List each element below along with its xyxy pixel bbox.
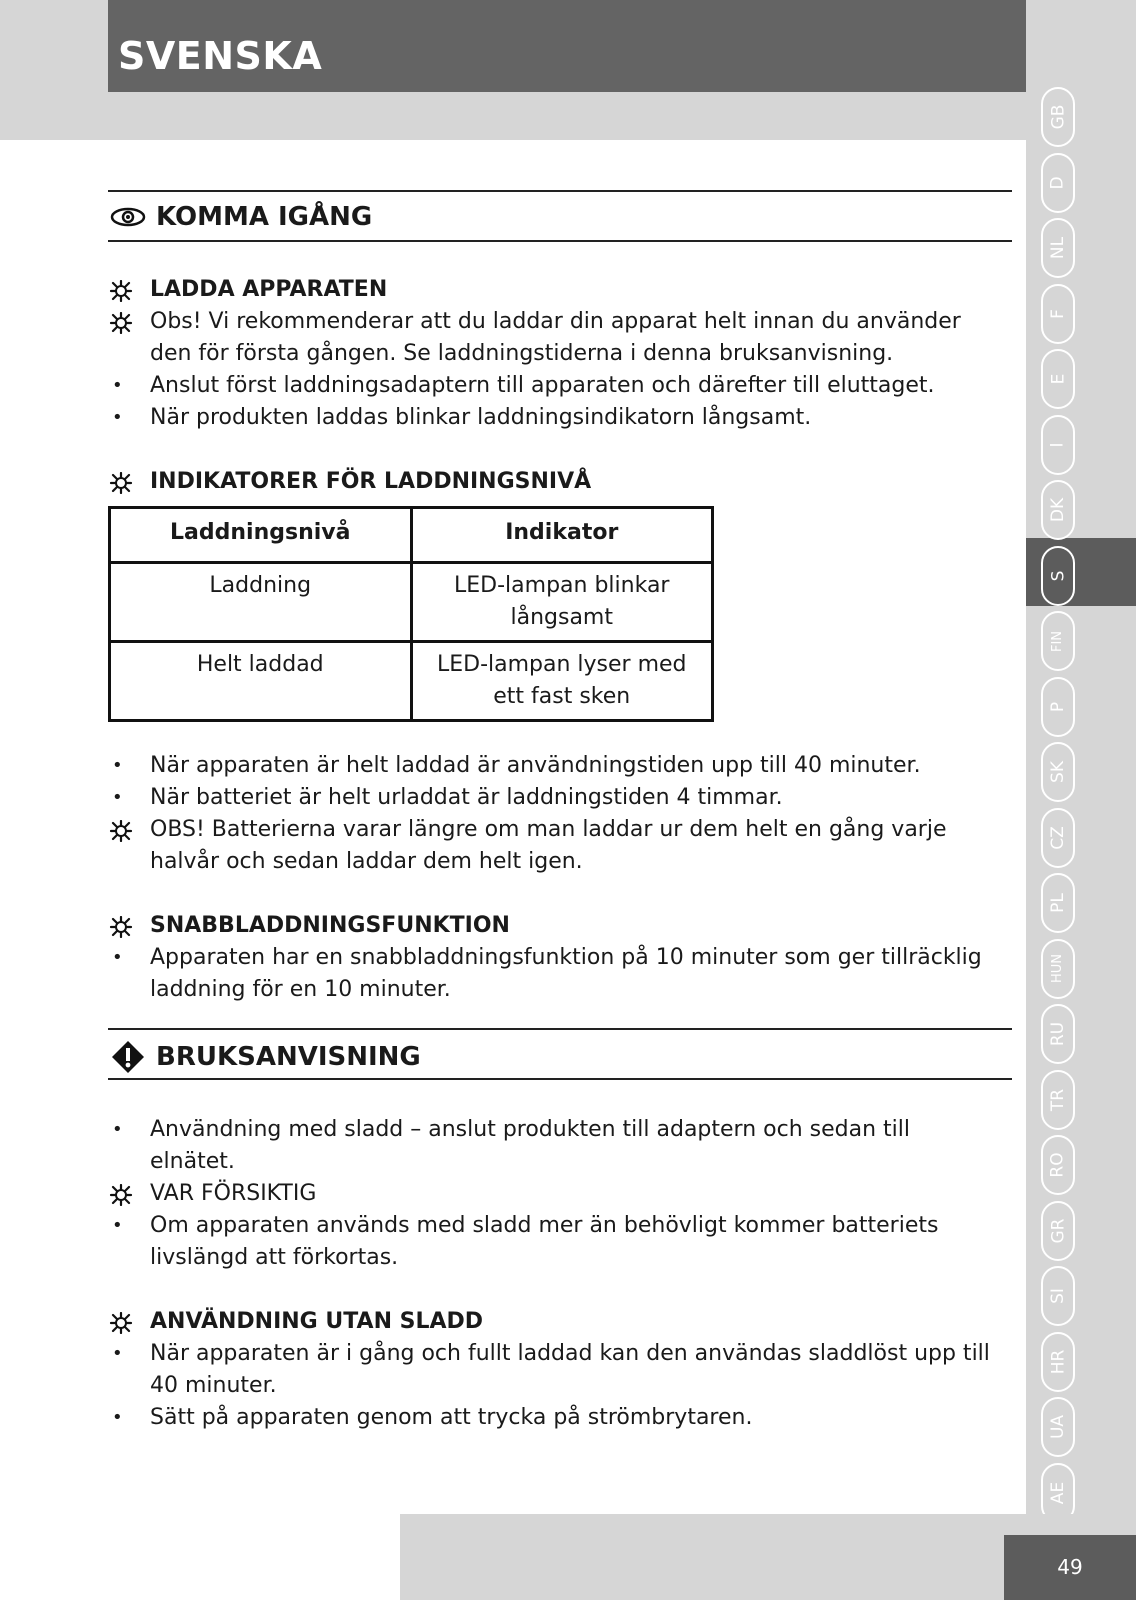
bullet: • (112, 755, 123, 776)
language-tab-ua[interactable] (1041, 1397, 1075, 1457)
star-icon (108, 274, 148, 302)
list-item-text: Apparaten har en snabbladdningsfunktion på 10 minuter som ger tillräcklig (150, 945, 982, 970)
page-title: SVENSKA (118, 34, 323, 78)
page-number-box (1004, 1535, 1136, 1600)
language-tab-label: HR (1047, 1349, 1068, 1374)
note-text: OBS! Batterierna varar längre om man laddar ur dem helt en gång varje (150, 817, 947, 842)
section-rule-bottom (108, 240, 1012, 242)
language-tab-f[interactable] (1041, 284, 1075, 344)
table-cell (411, 642, 713, 721)
bullet: • (112, 1343, 123, 1364)
bullet: • (112, 947, 123, 968)
language-tab-gb[interactable] (1041, 87, 1075, 147)
note-text: halvår och sedan laddar dem helt igen. (150, 849, 583, 874)
language-tab-label: S (1047, 570, 1068, 581)
language-tab-label: AE (1048, 1481, 1068, 1504)
table-row (110, 563, 713, 642)
table-header: Laddningsnivå (110, 508, 412, 563)
language-tab-si[interactable] (1041, 1266, 1075, 1326)
language-tab-nl[interactable] (1041, 218, 1075, 278)
language-tab-d[interactable] (1041, 153, 1075, 213)
language-tab-i[interactable] (1041, 415, 1075, 475)
language-tab-label: GB (1048, 104, 1068, 130)
language-tab-label: SI (1048, 1288, 1068, 1304)
language-tab-label: F (1048, 308, 1068, 319)
list-item-text: elnätet. (150, 1149, 235, 1174)
star-icon (108, 306, 148, 334)
table-row (110, 642, 713, 721)
star-icon (108, 910, 148, 938)
caution-text: VAR FÖRSIKTIG (150, 1181, 317, 1206)
language-tab-e[interactable] (1041, 349, 1075, 409)
section-title: KOMMA IGÅNG (156, 202, 373, 232)
language-tab-tr[interactable] (1041, 1070, 1075, 1130)
table-cell: Helt laddad (110, 642, 412, 721)
language-tab-label: GR (1048, 1218, 1068, 1243)
language-tab-pl[interactable] (1041, 873, 1075, 933)
language-tab-hr[interactable] (1041, 1332, 1075, 1392)
language-tab-label: HUN (1050, 953, 1066, 984)
list-item-text: Om apparaten används med sladd mer än behövligt kommer batteriets (150, 1213, 939, 1238)
list-item-text: När apparaten är i gång och fullt laddad kan den användas sladdlöst upp till (150, 1341, 990, 1366)
cell-line: LED-lampan blinkar (454, 573, 670, 598)
star-icon (108, 1306, 148, 1334)
list-item-text: Anslut först laddningsadaptern till apparaten och därefter till eluttaget. (150, 373, 935, 398)
language-tab-cz[interactable] (1041, 808, 1075, 868)
language-tab-s[interactable] (1041, 546, 1075, 606)
subheading-text: SNABBLADDNINGSFUNKTION (150, 913, 510, 938)
language-tab-label: I (1047, 441, 1068, 448)
list-item-text: När batteriet är helt urladdat är laddningstiden 4 timmar. (150, 785, 783, 810)
bullet: • (112, 1215, 123, 1236)
language-tab-label: RU (1047, 1021, 1068, 1047)
language-tab-label: CZ (1048, 825, 1068, 850)
language-tab-label: RO (1047, 1152, 1068, 1178)
language-tab-gr[interactable] (1041, 1201, 1075, 1261)
note-text: Obs! Vi rekommenderar att du laddar din apparat helt innan du använder (150, 309, 961, 334)
bullet: • (112, 375, 123, 396)
subheading-text: LADDA APPARATEN (150, 277, 388, 302)
language-tab-label: P (1047, 701, 1068, 712)
table-header: Indikator (411, 508, 713, 563)
language-tab-label: E (1048, 373, 1068, 385)
section-rule-bottom (108, 1078, 1012, 1080)
language-tab-label: TR (1047, 1088, 1068, 1111)
list-item-text: livslängd att förkortas. (150, 1245, 399, 1270)
bullet: • (112, 1119, 123, 1140)
list-item-text: laddning för en 10 minuter. (150, 977, 451, 1002)
language-tab-dk[interactable] (1041, 480, 1075, 540)
cell-line: långsamt (510, 605, 613, 630)
subheading-text: INDIKATORER FÖR LADDNINGSNIVÅ (150, 469, 592, 494)
charge-level-table (108, 506, 714, 722)
language-tab-label: SK (1047, 761, 1068, 783)
language-tab-label: D (1048, 175, 1068, 190)
list-item-text: Användning med sladd – anslut produkten till adaptern och sedan till (150, 1117, 910, 1142)
language-tab-ru[interactable] (1041, 1004, 1075, 1064)
title-bar (108, 0, 1026, 92)
section-rule-top (108, 190, 1012, 192)
bullet: • (112, 787, 123, 808)
star-icon (108, 466, 148, 494)
table-cell (411, 563, 713, 642)
language-tab-fin[interactable] (1041, 611, 1075, 671)
language-tab-label: FIN (1050, 630, 1066, 652)
language-tab-hun[interactable] (1041, 939, 1075, 999)
list-item-text: När apparaten är helt laddad är användningstiden upp till 40 minuter. (150, 753, 921, 778)
section-rule-top (108, 1028, 1012, 1030)
language-tab-sk[interactable] (1041, 742, 1075, 802)
list-item-text: När produkten laddas blinkar laddningsindikatorn långsamt. (150, 405, 812, 430)
section-heading-instructions (108, 1040, 421, 1074)
language-tab-label: UA (1047, 1414, 1068, 1440)
section-heading-getting-started (108, 202, 372, 232)
cell-line: LED-lampan lyser med (436, 652, 687, 677)
language-tab-p[interactable] (1041, 677, 1075, 737)
star-icon (108, 1178, 148, 1206)
warning-icon (108, 1040, 148, 1074)
list-item-text: Sätt på apparaten genom att trycka på strömbrytaren. (150, 1405, 753, 1430)
subheading-text: ANVÄNDNING UTAN SLADD (150, 1309, 484, 1334)
language-tab-label: DK (1048, 497, 1068, 523)
list-item-text: 40 minuter. (150, 1373, 277, 1398)
table-cell: Laddning (110, 563, 412, 642)
section-title: BRUKSANVISNING (156, 1042, 421, 1072)
table-header-row (110, 508, 713, 563)
bullet: • (112, 1407, 123, 1428)
cell-line: ett fast sken (493, 684, 631, 709)
eye-icon (108, 206, 148, 228)
note-text: den för första gången. Se laddningstiderna i denna bruksanvisning. (150, 341, 894, 366)
star-icon (108, 814, 148, 842)
page-number: 49 (1057, 1555, 1083, 1579)
language-tab-ro[interactable] (1041, 1135, 1075, 1195)
bullet: • (112, 407, 123, 428)
language-tab-label: NL (1047, 236, 1068, 260)
language-tab-label: PL (1047, 893, 1068, 913)
